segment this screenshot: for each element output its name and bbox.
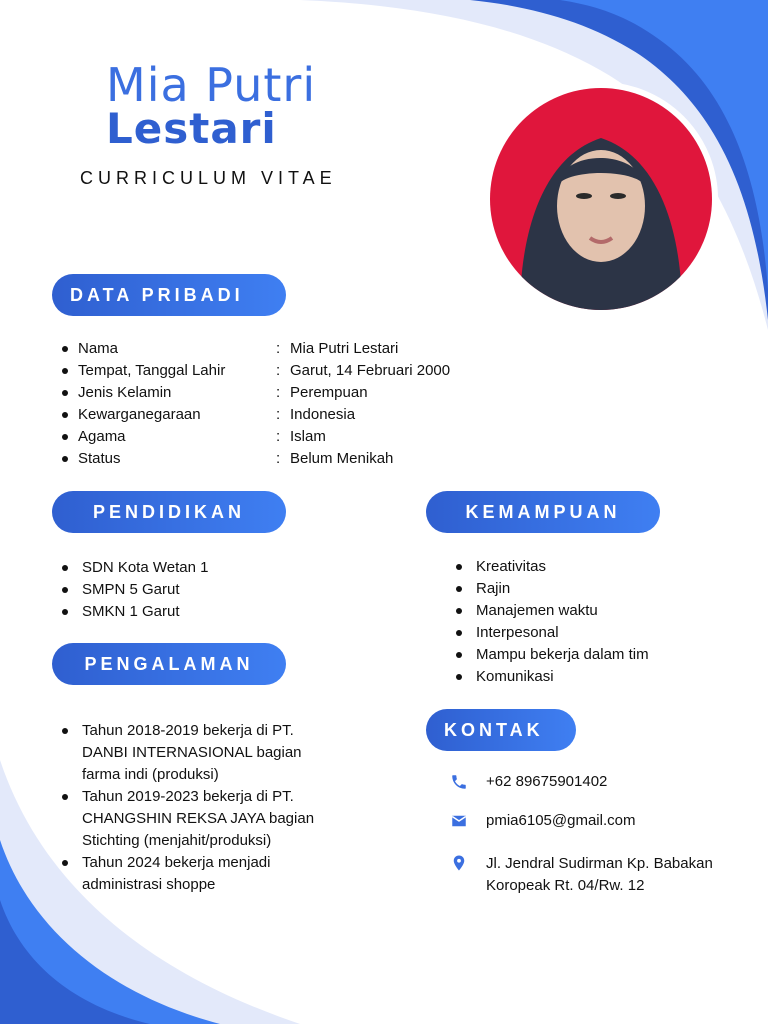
data-pribadi-row bbox=[56, 382, 536, 404]
section-pengalaman: PENGALAMAN bbox=[52, 643, 286, 685]
list-item: Manajemen waktu bbox=[450, 600, 750, 622]
field-separator: : bbox=[276, 450, 281, 467]
field-separator: : bbox=[276, 406, 281, 423]
last-name: Lestari bbox=[106, 104, 277, 153]
data-pribadi-row bbox=[56, 404, 536, 426]
kemampuan-list bbox=[450, 556, 750, 688]
field-separator: : bbox=[276, 428, 281, 445]
section-kemampuan: KEMAMPUAN bbox=[426, 491, 660, 533]
contact-email-text: pmia6105@gmail.com bbox=[486, 812, 636, 829]
list-item: Tahun 2018-2019 bekerja di PT. DANBI INTERNASIONAL bagian farma indi (produksi) bbox=[56, 720, 336, 786]
field-label: Kewarganegaraan bbox=[78, 406, 201, 423]
first-name: Mia Putri bbox=[106, 58, 317, 112]
phone-icon bbox=[450, 773, 468, 791]
field-label: Jenis Kelamin bbox=[78, 384, 172, 401]
bullet bbox=[62, 434, 68, 440]
field-value: Belum Menikah bbox=[290, 450, 394, 467]
location-pin-icon bbox=[450, 854, 468, 872]
list-item: SMPN 5 Garut bbox=[56, 579, 356, 601]
list-item: SDN Kota Wetan 1 bbox=[56, 557, 356, 579]
data-pribadi-row bbox=[56, 448, 536, 470]
list-item: Interpesonal bbox=[450, 622, 750, 644]
data-pribadi-row bbox=[56, 426, 536, 448]
field-value: Mia Putri Lestari bbox=[290, 340, 399, 357]
section-data-pribadi: DATA PRIBADI bbox=[52, 274, 286, 316]
list-item: Tahun 2019-2023 bekerja di PT. CHANGSHIN REKSA JAYA bagian Stichting (menjahit/produksi) bbox=[56, 786, 336, 852]
field-separator: : bbox=[276, 384, 281, 401]
field-value: Islam bbox=[290, 428, 326, 445]
data-pribadi-row bbox=[56, 338, 536, 360]
pendidikan-list bbox=[56, 557, 356, 623]
field-value: Indonesia bbox=[290, 406, 356, 423]
field-value: Garut, 14 Februari 2000 bbox=[290, 362, 451, 379]
field-label: Tempat, Tanggal Lahir bbox=[78, 362, 226, 379]
bullet bbox=[62, 456, 68, 462]
pengalaman-list bbox=[56, 720, 336, 896]
field-separator: : bbox=[276, 362, 281, 379]
list-item: Komunikasi bbox=[450, 666, 750, 688]
document-subtitle: CURRICULUM VITAE bbox=[80, 168, 337, 188]
list-item: Tahun 2024 bekerja menjadi administrasi shoppe bbox=[56, 852, 336, 896]
contact-address-line1: Jl. Jendral Sudirman Kp. Babakan bbox=[486, 855, 713, 872]
email-icon bbox=[450, 812, 468, 830]
list-item: SMKN 1 Garut bbox=[56, 601, 356, 623]
bullet bbox=[62, 412, 68, 418]
section-pendidikan: PENDIDIKAN bbox=[52, 491, 286, 533]
field-label: Agama bbox=[78, 428, 126, 445]
bullet bbox=[62, 346, 68, 352]
list-item: Kreativitas bbox=[450, 556, 750, 578]
contact-address-line2: Koropeak Rt. 04/Rw. 12 bbox=[486, 877, 645, 894]
profile-photo bbox=[484, 82, 718, 316]
field-label: Nama bbox=[78, 340, 119, 357]
bullet bbox=[62, 390, 68, 396]
contact-phone-text: +62 89675901402 bbox=[486, 773, 608, 790]
field-label: Status bbox=[78, 450, 121, 467]
list-item: Mampu bekerja dalam tim bbox=[450, 644, 750, 666]
section-kontak: KONTAK bbox=[426, 709, 576, 751]
list-item: Rajin bbox=[450, 578, 750, 600]
field-separator: : bbox=[276, 340, 281, 357]
field-value: Perempuan bbox=[290, 384, 368, 401]
bullet bbox=[62, 368, 68, 374]
data-pribadi-row bbox=[56, 360, 536, 382]
